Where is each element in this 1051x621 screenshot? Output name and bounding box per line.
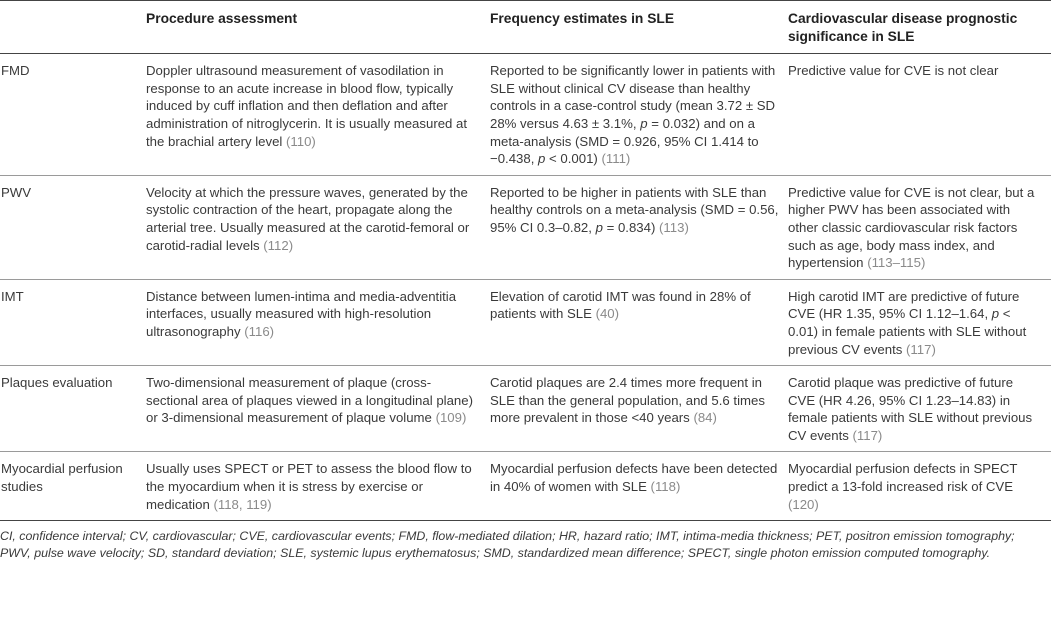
reference-link[interactable]: (40) — [595, 306, 620, 322]
frequency-text: Reported to be higher in patients with SLE than healthy controls on a meta-analysis (SMD = 0.56, 95% CI 0.3–0.82, — [490, 184, 779, 235]
frequency-text: Carotid plaques are 2.4 times more frequent in SLE than the general population, and 5.6 times more prevalent in those <40 years — [490, 375, 765, 426]
table-footnote: CI, confidence interval; CV, cardiovascular; CVE, cardiovascular events; FMD, flow-mediated dilation; HR, hazard ratio; IMT, intima-media thickness; PET, positron emission tomography; PWV, pulse wave velocity; SD, standard deviation; SLE, systemic lupus erythematosus; SMD, standardized mean difference; SPECT, single photon emission computed tomography. — [0, 529, 1015, 561]
prognostic-text: High carotid IMT are predictive of future CVE (HR 1.35, 95% CI 1.12–1.64, — [788, 288, 1020, 322]
procedure-cell — [146, 279, 490, 365]
p-symbol: p — [640, 115, 648, 131]
header-prognostic: Cardiovascular disease prognostic significance in SLE — [788, 11, 1018, 44]
procedure-cell — [146, 452, 490, 521]
reference-link[interactable]: (113–115) — [867, 255, 926, 271]
prognostic-text: Predictive value for CVE is not clear, but a higher PWV has been associated with other classic cardiovascular risk factors such as age, body mass index, and hypertension — [788, 184, 1035, 271]
table-row — [0, 452, 1051, 521]
reference-link[interactable]: (118, 119) — [213, 496, 272, 512]
frequency-text: Reported to be significantly lower in patients with SLE without clinical CV disease than healthy controls in a case-control study (mean 3.72 ± SD 28% versus 4.63 ± 3.1%, — [490, 63, 776, 131]
frequency-text: < 0.001) — [545, 151, 598, 167]
row-label: FMD — [0, 54, 146, 176]
prognostic-cell — [788, 366, 1051, 452]
procedure-text: Doppler ultrasound measurement of vasodilation in response to an acute increase in blood flow, typically induced by cuff inflation and then deflation and after administration of nitroglycerin. It is usually measured at the brachial artery level — [146, 63, 468, 149]
reference-link[interactable]: (84) — [693, 410, 717, 426]
frequency-cell — [490, 54, 788, 176]
frequency-cell — [490, 175, 788, 279]
prognostic-cell — [788, 175, 1051, 279]
frequency-cell — [490, 366, 788, 452]
frequency-text: Elevation of carotid IMT was found in 28% of patients with SLE — [490, 288, 751, 322]
procedure-text: Distance between lumen-intima and media-adventitia interfaces, usually measured with high-resolution ultrasonography — [146, 288, 457, 339]
row-label: IMT — [0, 279, 146, 365]
prognostic-cell — [788, 54, 1051, 176]
reference-link[interactable]: (118) — [650, 479, 681, 495]
prognostic-text: Predictive value for CVE is not clear — [788, 63, 999, 79]
frequency-cell — [490, 452, 788, 521]
frequency-cell — [490, 279, 788, 365]
prognostic-text: Myocardial perfusion defects in SPECT predict a 13-fold increased risk of CVE — [788, 461, 1018, 495]
header-col-0 — [0, 1, 146, 54]
reference-link[interactable]: (113) — [659, 219, 689, 235]
procedure-cell — [146, 54, 490, 176]
p-symbol: p — [595, 219, 603, 235]
p-symbol: p — [538, 151, 546, 167]
header-frequency: Frequency estimates in SLE — [490, 11, 675, 26]
reference-link[interactable]: (109) — [435, 410, 467, 426]
reference-link[interactable]: (111) — [601, 151, 631, 167]
reference-link[interactable]: (117) — [906, 341, 936, 357]
table-row — [0, 54, 1051, 176]
reference-link[interactable]: (110) — [286, 133, 316, 149]
table-row — [0, 366, 1051, 452]
table-row — [0, 175, 1051, 279]
frequency-text: = 0.032) and on a meta-analysis (SMD = 0.926, 95% CI 1.414 to −0.438, — [490, 115, 759, 167]
procedure-cell — [146, 366, 490, 452]
row-label: Myocardial perfusion studies — [0, 452, 146, 521]
prognostic-cell — [788, 279, 1051, 365]
header-procedure: Procedure assessment — [146, 11, 298, 26]
procedure-text: Usually uses SPECT or PET to assess the blood flow to the myocardium when it is stress by exercise or medication — [146, 461, 472, 512]
reference-link[interactable]: (117) — [852, 427, 883, 443]
procedure-text: Velocity at which the pressure waves, generated by the systolic contraction of the heart, propagate along the arterial tree. Usually measured at the carotid-femoral or carotid-radial levels — [146, 184, 470, 253]
header-row — [0, 1, 1051, 54]
procedure-text: Two-dimensional measurement of plaque (cross-sectional area of plaques viewed in a longitudinal plane) or 3-dimensional measurement of plaque volume — [146, 375, 473, 426]
prognostic-cell — [788, 452, 1051, 521]
row-label: PWV — [0, 175, 146, 279]
procedure-cell — [146, 175, 490, 279]
reference-link[interactable]: (116) — [244, 323, 275, 339]
prognostic-text: Carotid plaque was predictive of future CVE (HR 4.26, 95% CI 1.23–14.83) in female patients with SLE without previous CV events — [788, 375, 1033, 443]
frequency-text: = 0.834) — [602, 219, 656, 235]
prognostic-text: < 0.01) in female patients with SLE without previous CV events — [788, 306, 1027, 357]
table-row — [0, 279, 1051, 365]
p-symbol: p — [991, 306, 1000, 322]
reference-link[interactable]: (112) — [263, 237, 294, 253]
frequency-text: Myocardial perfusion defects have been detected in 40% of women with SLE — [490, 461, 778, 495]
row-label: Plaques evaluation — [0, 366, 146, 452]
reference-link[interactable]: (120) — [788, 496, 819, 512]
